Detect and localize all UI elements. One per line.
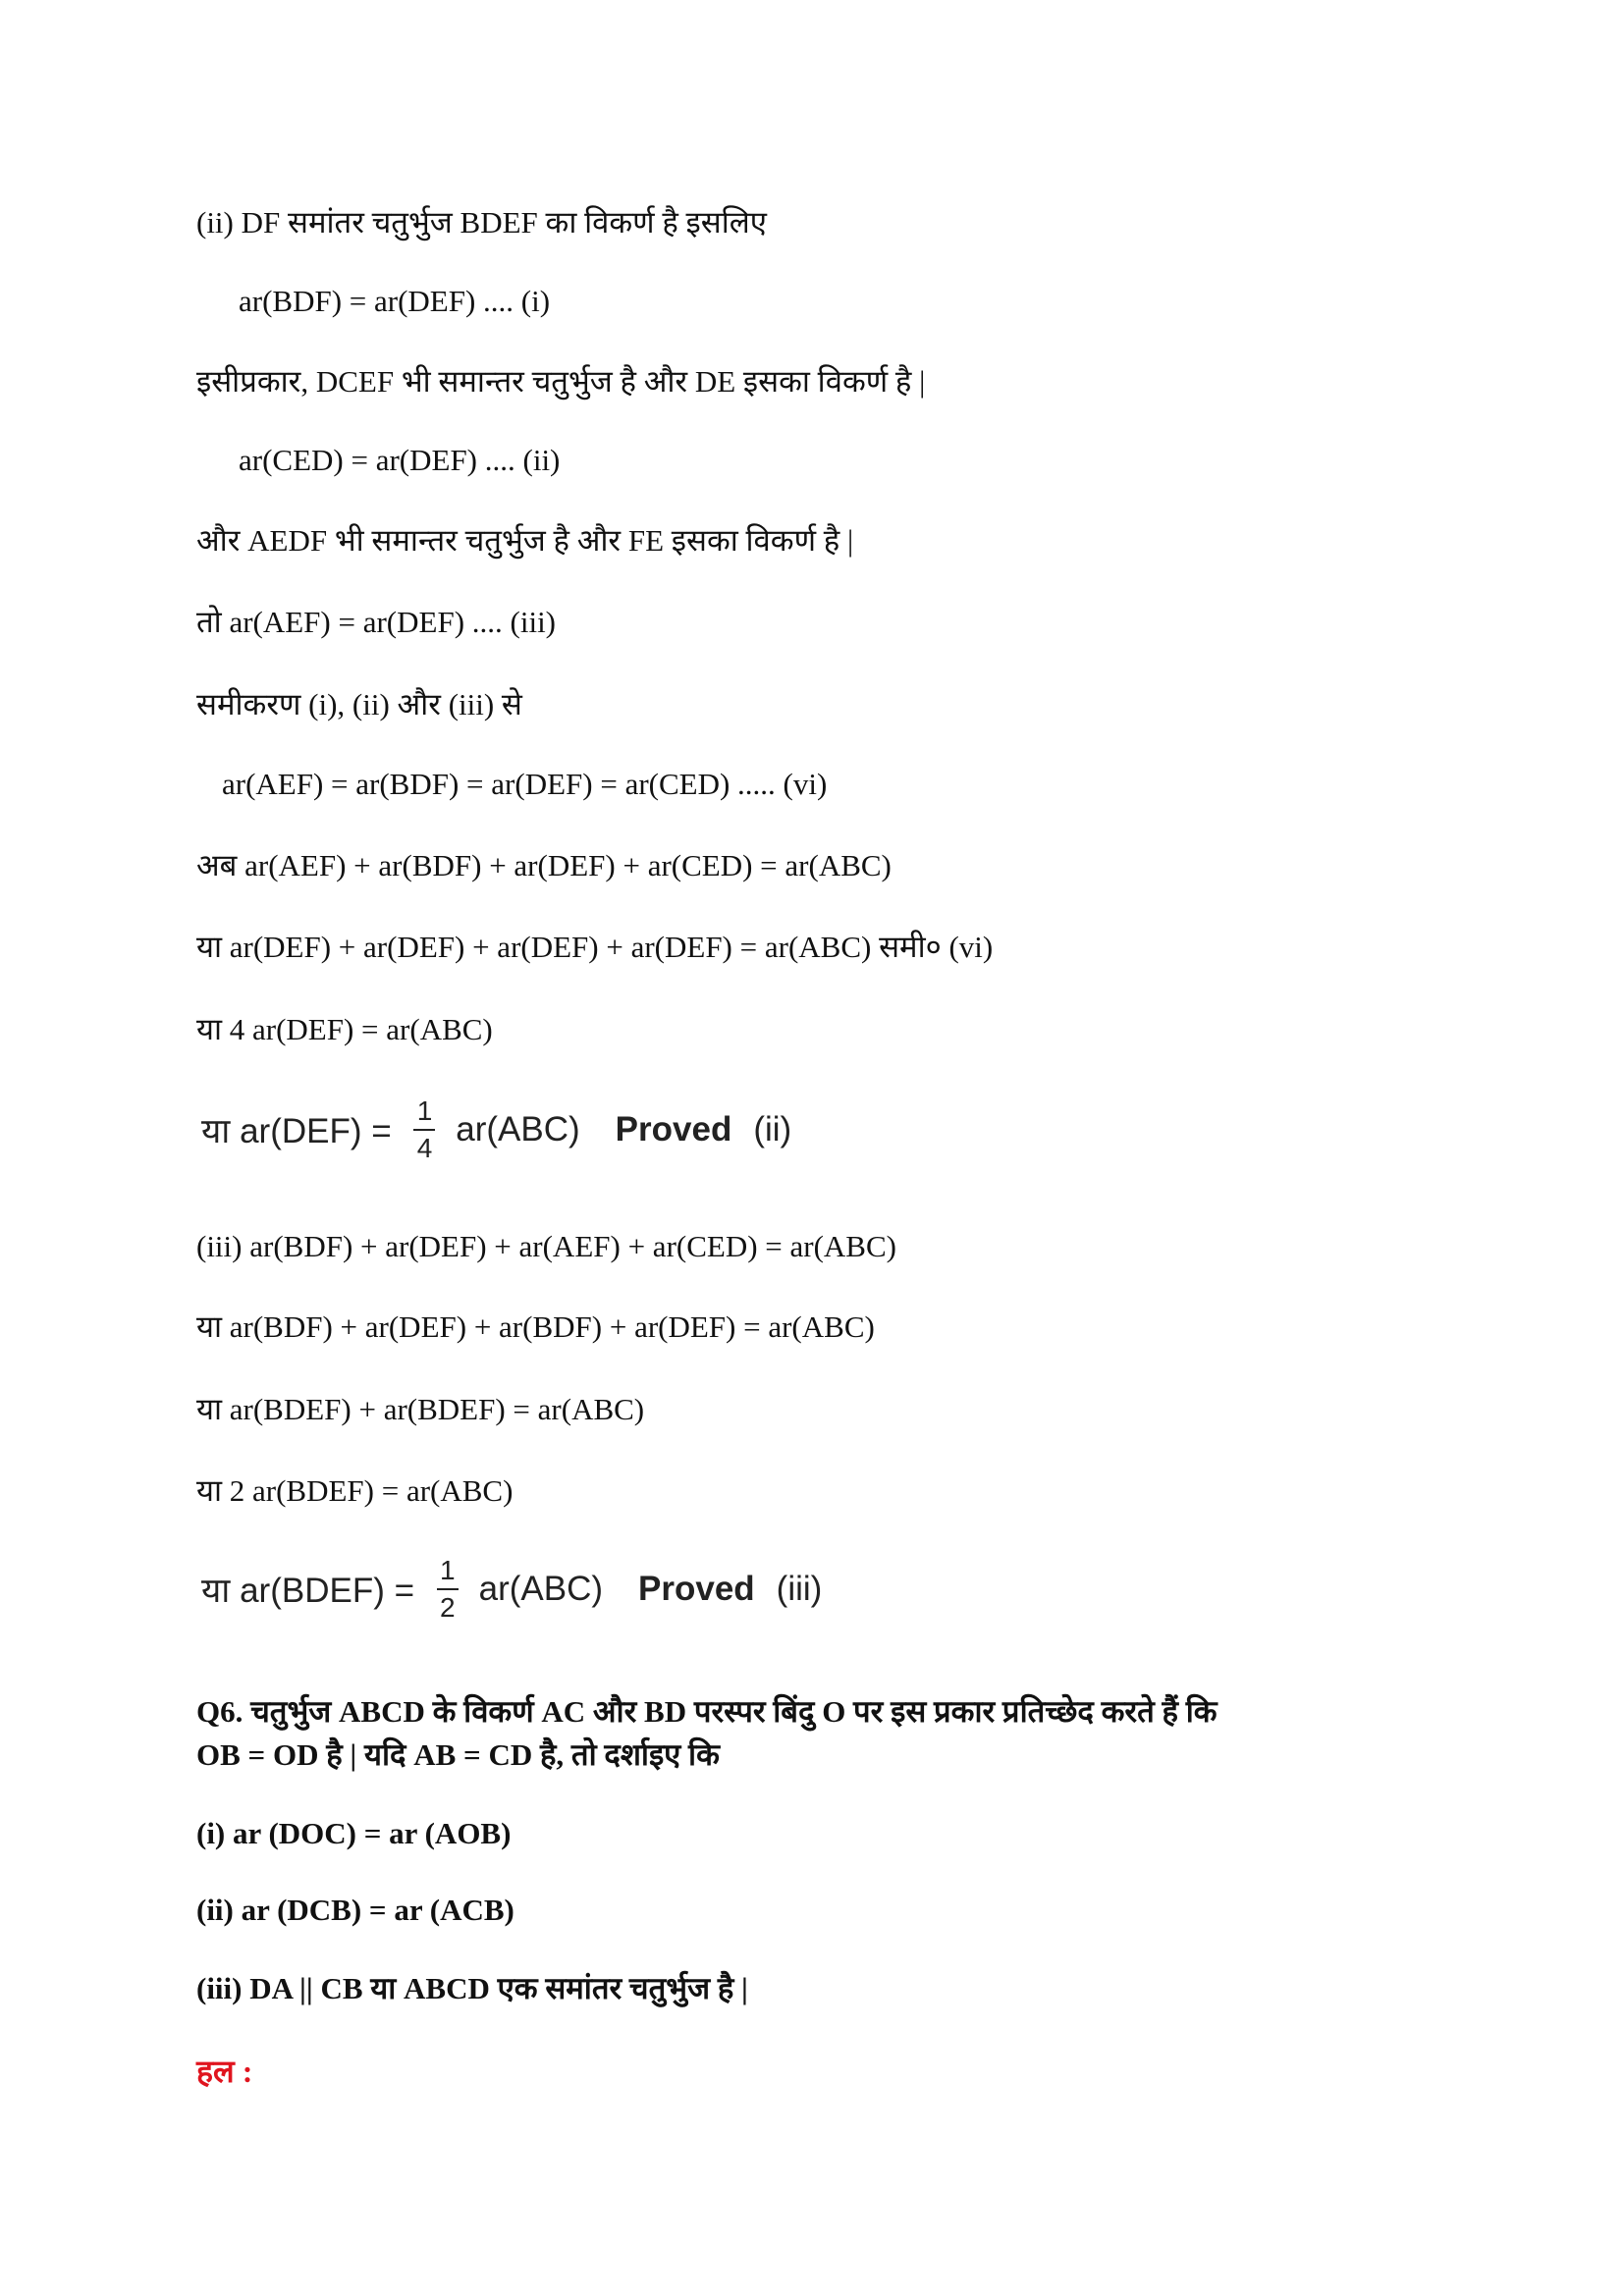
- question-part: (i) ar (DOC) = ar (AOB): [196, 1816, 512, 1850]
- text-line: और AEDF भी समान्तर चतुर्भुज है और FE इसका विकर्ण है |: [196, 523, 854, 558]
- formula-rhs: ar(ABC): [478, 1570, 604, 1608]
- text-line: (ii) DF समांतर चतुर्भुज BDEF का विकर्ण है इसलिए: [196, 205, 767, 240]
- fraction-denominator: 2: [440, 1592, 456, 1623]
- text-line: या ar(BDEF) + ar(BDEF) = ar(ABC): [196, 1392, 645, 1426]
- text-line: अब ar(AEF) + ar(BDF) + ar(DEF) + ar(CED) = ar(ABC): [196, 848, 892, 882]
- fraction-formula: [201, 1555, 822, 1624]
- fraction-bar: [437, 1588, 459, 1590]
- text-line: या 4 ar(DEF) = ar(ABC): [196, 1012, 493, 1046]
- text-line: (iii) ar(BDF) + ar(DEF) + ar(AEF) + ar(CED) = ar(ABC): [196, 1229, 896, 1263]
- fraction: [436, 1555, 460, 1624]
- question-part: (ii) ar (DCB) = ar (ACB): [196, 1893, 514, 1927]
- fraction: [413, 1095, 437, 1164]
- question-heading: Q6. चतुर्भुज ABCD के विकर्ण AC और BD परस्पर बिंदु O पर इस प्रकार प्रतिच्छेद करते हैं कि: [196, 1694, 1217, 1729]
- text-line: इसीप्रकार, DCEF भी समान्तर चतुर्भुज है और DE इसका विकर्ण है |: [196, 364, 926, 399]
- fraction-bar: [413, 1129, 435, 1131]
- text-line: तो ar(AEF) = ar(DEF) .... (iii): [196, 605, 557, 639]
- text-line: समीकरण (i), (ii) और (iii) से: [196, 687, 522, 721]
- text-line: या 2 ar(BDEF) = ar(ABC): [196, 1473, 514, 1508]
- text-line: या ar(BDF) + ar(DEF) + ar(BDF) + ar(DEF) = ar(ABC): [196, 1309, 875, 1344]
- formula-rhs: ar(ABC): [456, 1110, 580, 1148]
- formula-tag: (iii): [776, 1570, 823, 1608]
- solution-label: हल :: [196, 2054, 253, 2089]
- equation-line: ar(CED) = ar(DEF) .... (ii): [239, 443, 561, 477]
- formula-lhs: या ar(DEF) =: [201, 1111, 392, 1150]
- fraction-numerator: 1: [440, 1555, 456, 1585]
- formula-lhs: या ar(BDEF) =: [201, 1571, 415, 1610]
- text-line: या ar(DEF) + ar(DEF) + ar(DEF) + ar(DEF) = ar(ABC) समी० (vi): [196, 930, 994, 964]
- proved-label: Proved: [615, 1110, 732, 1148]
- formula-tag: (ii): [753, 1110, 792, 1148]
- equation-line: ar(BDF) = ar(DEF) .... (i): [239, 284, 551, 318]
- proved-label: Proved: [638, 1570, 755, 1608]
- question-part: (iii) DA || CB या ABCD एक समांतर चतुर्भुज है |: [196, 1971, 748, 2005]
- fraction-formula: [201, 1095, 791, 1164]
- question-heading-continued: OB = OD है | यदि AB = CD है, तो दर्शाइए कि: [196, 1737, 720, 1772]
- fraction-denominator: 4: [416, 1133, 433, 1163]
- equation-line: ar(AEF) = ar(BDF) = ar(DEF) = ar(CED) ..... (vi): [222, 767, 828, 801]
- fraction-numerator: 1: [416, 1095, 433, 1126]
